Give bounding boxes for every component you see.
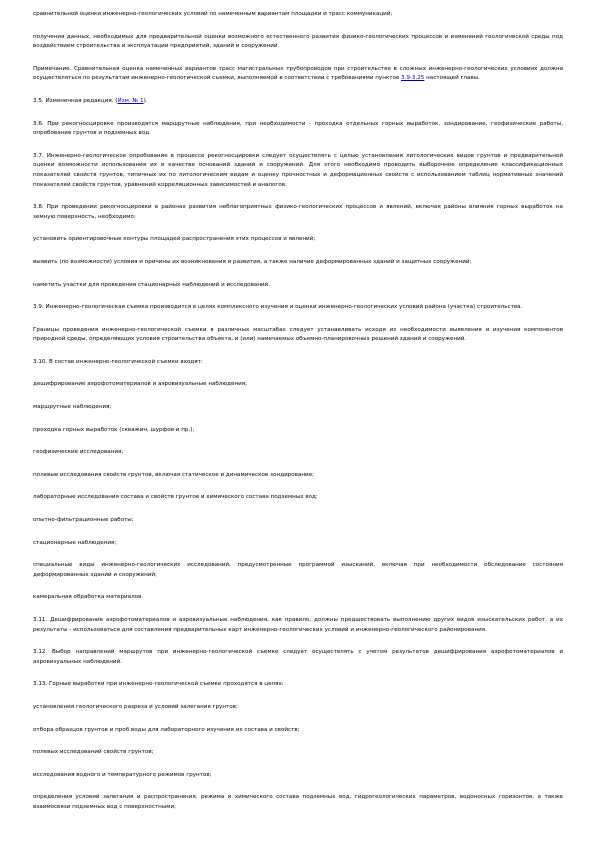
- paragraph-text: сравнительной оценки инженерно-геологических условий по намеченным вариантам площадки и трасс коммуникаций;: [33, 11, 393, 17]
- paragraph-text: установить ориентировочные контуры площадей распространения этих процессов и явлений;: [33, 236, 316, 243]
- paragraph: [33, 281, 563, 291]
- paragraph: [33, 10, 563, 20]
- paragraph: [33, 426, 563, 436]
- paragraph-text: отбора образцов грунтов и проб воды для лабораторного изучения их состава и свойств;: [33, 726, 300, 733]
- paragraph-text: 3.5. Измененная редакция. (: [33, 97, 118, 104]
- paragraph: [33, 358, 563, 368]
- paragraph-text: установления геологического разреза и условий залегания грунтов;: [33, 703, 238, 710]
- paragraph-text: 3.10. В состав инженерно-геологической съемки входят:: [33, 358, 203, 365]
- paragraph-text: определения условий залегания и распространения, режима и химического состава подземных вод, гидрогеологических параметров, водоносных горизонтов, а также взаимосвязи подземных вод с поверхностными;: [33, 794, 563, 810]
- paragraph-text: наметить участки для проведения стационарных наблюдений и исследований.: [33, 281, 271, 288]
- paragraph: [33, 471, 563, 481]
- paragraph: [33, 235, 563, 245]
- document-link[interactable]: 3.9-3.25: [401, 75, 425, 82]
- paragraph: [33, 561, 563, 580]
- paragraph: [33, 65, 563, 84]
- paragraph: [33, 448, 563, 458]
- paragraph-text: Примечание. Сравнительная оценка намеченных вариантов трасс магистральных трубопроводов при строительстве в сложных инженерно-геологических условиях должна осуществляться по результатам инженерно-геологической съемки, выполняемой в соответствии с требованиями пунктов: [33, 65, 563, 82]
- paragraph: [33, 593, 563, 603]
- paragraph: [33, 403, 563, 413]
- paragraph-text: ).: [143, 97, 148, 104]
- paragraph-text: полевых исследований свойств грунтов;: [33, 749, 154, 756]
- paragraph-text: 3.11. Дешифрирование аэрофотоматериалов и аэровизуальные наблюдения, как правило, должны предшествовать выполнению других видов изыскательских работ, а их результаты - использоваться для составления предварительных карт инженерно-геологических условий и инженерно-геологического районирования.: [33, 617, 563, 633]
- paragraph: [33, 258, 563, 268]
- paragraph-text: лабораторные исследования состава и свойств грунтов и химического состава подземных вод;: [33, 494, 318, 501]
- paragraph-text: дешифрирование аэрофотоматериалов и аэровизуальные наблюдения;: [33, 381, 247, 388]
- paragraph: [33, 726, 563, 736]
- paragraph-text: 3.12. Выбор направлений маршрутов при инженерно-геологической съемке следует осуществлять с учетом результатов дешифрирования аэрофотоматериалов и аэровизуальных наблюдений.: [33, 649, 563, 665]
- paragraph-text: Границы проведения инженерно-геологической съемки в различных масштабах следует устанавливать исходя из необходимости выявления и изучения компонентов природной среды, определяющих условия строительства объекта, и (или) намечаемых объемно-планировочных решений зданий и сооружений.: [33, 326, 563, 343]
- paragraph-text: исследования водного и температурного режимов грунтов;: [33, 771, 212, 778]
- paragraph-text: 3.8. При проведении рекогносцировки в районах развития неблагоприятных физико-геологических процессов и явлений, включая районы влияния горных выработок на земную поверхность, необходимо:: [33, 204, 563, 220]
- document-link[interactable]: Изм. № 1: [117, 97, 144, 104]
- paragraph: [33, 516, 563, 526]
- paragraph: [33, 152, 563, 190]
- paragraph: [33, 493, 563, 503]
- paragraph-text: проходка горных выработок (скважин, шурфов и пр.);: [33, 426, 195, 433]
- paragraph: [33, 539, 563, 549]
- paragraph: [33, 203, 563, 222]
- paragraph: [33, 793, 563, 812]
- paragraph-text: 3.9. Инженерно-геологическая съемка производится в целях комплексного изучения и оценки инженерно-геологических условий района (участка) строительства.: [33, 304, 523, 311]
- paragraph: [33, 616, 563, 635]
- paragraph: [33, 703, 563, 713]
- paragraph: [33, 97, 563, 107]
- paragraph-text: опытно-фильтрационные работы;: [33, 517, 134, 524]
- paragraph: [33, 680, 563, 690]
- paragraph: [33, 648, 563, 667]
- paragraph-text: камеральная обработка материалов.: [33, 594, 144, 601]
- paragraph-text: 3.6. При рекогносцировке производятся маршрутные наблюдения, при необходимости - проходка отдельных горных выработок, зондирование, геофизические работы, опробование грунтов и подземных вод.: [33, 120, 563, 137]
- paragraph: [33, 120, 563, 139]
- paragraph: [33, 303, 563, 313]
- paragraph-text: маршрутные наблюдения;: [33, 404, 112, 411]
- paragraph: [33, 380, 563, 390]
- paragraph: [33, 33, 563, 52]
- paragraph-text: стационарные наблюдения;: [33, 539, 117, 546]
- paragraph-text: 3.13. Горные выработки при инженерно-геологической съемке проходятся в целях:: [33, 681, 284, 688]
- paragraph-text: 3.7. Инженерно-геологическое опробование в процессе рекогносцировки следует осуществлять с целью установления литологических видов грунтов и предварительной оценки возможности использования их в качестве оснований зданий и сооружений. Для этого необходимо проводить выборочное определение классификационных показателей свойств грунтов, типичных их по литологическим видам и оценку прочностных и деформационных свойств с использованием таблиц нормативных значений показателей свойств грунтов, уравнений корреляционных зависимостей и аналогов.: [33, 152, 563, 188]
- paragraph-text: геофизические исследования;: [33, 449, 124, 456]
- paragraph: [33, 326, 563, 345]
- paragraph-text: получения данных, необходимых для предварительной оценки возможного естественного развития физико-геологических процессов и изменений геологической среды под воздействием строительства и эксплуатации предприятий, зданий и сооружений.: [33, 33, 563, 50]
- paragraph: [33, 748, 563, 758]
- paragraph-text: выявить (по возможности) условия и причины их возникновения и развития, а также наличие деформированных зданий и защитных сооружений;: [33, 258, 472, 265]
- paragraph: [33, 771, 563, 781]
- paragraph-text: специальные виды инженерно-геологических исследований, предусмотренные программой изысканий, включая при необходимости обследование состояния деформированных зданий и сооружений;: [33, 562, 563, 578]
- paragraph-text: полевые исследования свойств грунтов, включая статическое и динамическое зондирование;: [33, 471, 315, 478]
- paragraph-text: настоящей главы.: [424, 75, 480, 82]
